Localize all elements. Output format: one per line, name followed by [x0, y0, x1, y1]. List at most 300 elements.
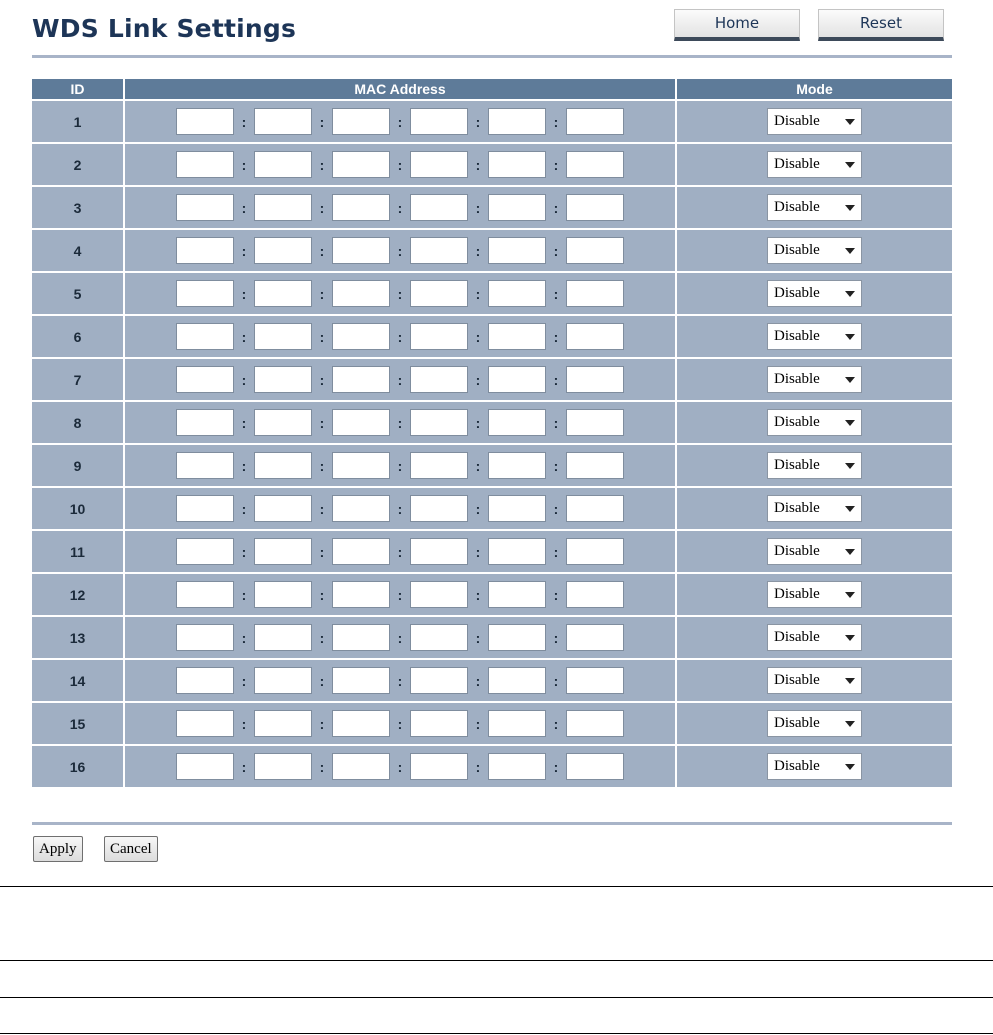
mac-separator: : — [241, 414, 247, 431]
chevron-down-icon — [845, 377, 855, 383]
mode-cell — [676, 315, 952, 358]
table-row — [32, 702, 952, 745]
table-row — [32, 272, 952, 315]
mac-octet-input-4[interactable] — [410, 194, 468, 221]
mode-cell — [676, 229, 952, 272]
mac-separator: : — [397, 414, 403, 431]
mac-octet-input-5[interactable] — [488, 366, 546, 393]
mode-cell — [676, 487, 952, 530]
mac-separator: : — [241, 629, 247, 646]
mac-octet-input-1[interactable] — [176, 409, 234, 436]
mac-octet-input-1[interactable] — [176, 495, 234, 522]
mac-octet-input-5[interactable] — [488, 237, 546, 264]
mac-octet-input-1[interactable] — [176, 710, 234, 737]
mode-select-value: Disable — [774, 242, 820, 258]
mode-select[interactable] — [767, 151, 862, 178]
mac-separator: : — [475, 629, 481, 646]
mode-cell — [676, 573, 952, 616]
mac-octet-input-5[interactable] — [488, 538, 546, 565]
mac-address-fields — [125, 538, 675, 565]
mac-separator: : — [553, 758, 559, 775]
mac-octet-input-4[interactable] — [410, 495, 468, 522]
home-button[interactable]: Home — [674, 9, 800, 41]
mac-address-cell — [124, 272, 676, 315]
mac-octet-input-3[interactable] — [332, 452, 390, 479]
mac-octet-input-5[interactable] — [488, 151, 546, 178]
page-title: WDS Link Settings — [32, 14, 297, 43]
mac-separator: : — [475, 371, 481, 388]
mac-separator: : — [319, 586, 325, 603]
header-divider — [32, 55, 952, 58]
mode-cell — [676, 659, 952, 702]
mac-octet-input-2[interactable] — [254, 194, 312, 221]
mode-select-value: Disable — [774, 328, 820, 344]
table-row — [32, 616, 952, 659]
mac-octet-input-6[interactable] — [566, 710, 624, 737]
mac-octet-input-3[interactable] — [332, 624, 390, 651]
mac-separator: : — [397, 586, 403, 603]
mac-separator: : — [553, 715, 559, 732]
mac-octet-input-3[interactable] — [332, 667, 390, 694]
mac-separator: : — [319, 457, 325, 474]
mode-select[interactable] — [767, 624, 862, 651]
mac-octet-input-3[interactable] — [332, 108, 390, 135]
mac-separator: : — [475, 586, 481, 603]
mode-select-value: Disable — [774, 629, 820, 645]
chevron-down-icon — [845, 291, 855, 297]
mac-separator: : — [475, 457, 481, 474]
mac-separator: : — [397, 758, 403, 775]
table-row — [32, 530, 952, 573]
wds-link-table — [32, 79, 952, 789]
separator-line — [0, 1033, 993, 1034]
mac-separator: : — [475, 758, 481, 775]
mac-octet-input-4[interactable] — [410, 624, 468, 651]
mac-separator: : — [241, 199, 247, 216]
reset-button[interactable]: Reset — [818, 9, 944, 41]
mac-octet-input-4[interactable] — [410, 581, 468, 608]
mac-separator: : — [475, 414, 481, 431]
mac-separator: : — [319, 672, 325, 689]
mac-octet-input-1[interactable] — [176, 538, 234, 565]
mode-cell — [676, 444, 952, 487]
mac-address-cell — [124, 358, 676, 401]
row-id: 15 — [32, 702, 124, 745]
row-id: 12 — [32, 573, 124, 616]
mac-octet-input-4[interactable] — [410, 452, 468, 479]
column-header-mac-address: MAC Address — [124, 79, 676, 100]
separator-line — [0, 960, 993, 961]
mode-cell — [676, 143, 952, 186]
mode-select[interactable] — [767, 237, 862, 264]
mac-separator: : — [553, 242, 559, 259]
mac-separator: : — [397, 500, 403, 517]
mac-octet-input-1[interactable] — [176, 108, 234, 135]
mac-separator: : — [319, 328, 325, 345]
row-id: 11 — [32, 530, 124, 573]
mac-octet-input-6[interactable] — [566, 366, 624, 393]
mac-octet-input-3[interactable] — [332, 280, 390, 307]
mac-octet-input-2[interactable] — [254, 538, 312, 565]
mac-separator: : — [553, 328, 559, 345]
table-row — [32, 143, 952, 186]
chevron-down-icon — [845, 721, 855, 727]
mac-separator: : — [475, 500, 481, 517]
mac-octet-input-3[interactable] — [332, 581, 390, 608]
mac-separator: : — [241, 242, 247, 259]
mac-address-cell — [124, 143, 676, 186]
mac-octet-input-4[interactable] — [410, 753, 468, 780]
mac-separator: : — [241, 457, 247, 474]
mode-select-value: Disable — [774, 457, 820, 473]
chevron-down-icon — [845, 635, 855, 641]
mac-octet-input-5[interactable] — [488, 581, 546, 608]
mac-octet-input-6[interactable] — [566, 194, 624, 221]
table-row — [32, 100, 952, 143]
mac-separator: : — [319, 715, 325, 732]
mode-cell — [676, 186, 952, 229]
mac-octet-input-2[interactable] — [254, 280, 312, 307]
mode-select-value: Disable — [774, 500, 820, 516]
mac-address-cell — [124, 100, 676, 143]
mac-octet-input-6[interactable] — [566, 581, 624, 608]
mac-separator: : — [553, 414, 559, 431]
mode-select-value: Disable — [774, 672, 820, 688]
mac-address-cell — [124, 487, 676, 530]
mac-address-cell — [124, 186, 676, 229]
table-row — [32, 487, 952, 530]
mac-octet-input-1[interactable] — [176, 151, 234, 178]
mac-octet-input-2[interactable] — [254, 495, 312, 522]
mac-separator: : — [397, 156, 403, 173]
mac-separator: : — [475, 113, 481, 130]
mac-address-cell — [124, 616, 676, 659]
mac-octet-input-1[interactable] — [176, 624, 234, 651]
mode-select-value: Disable — [774, 285, 820, 301]
mode-select[interactable] — [767, 495, 862, 522]
mac-address-fields — [125, 581, 675, 608]
table-row — [32, 659, 952, 702]
mac-octet-input-6[interactable] — [566, 667, 624, 694]
mac-octet-input-2[interactable] — [254, 452, 312, 479]
mac-separator: : — [553, 371, 559, 388]
mac-separator: : — [241, 672, 247, 689]
mac-separator: : — [319, 242, 325, 259]
mac-separator: : — [241, 371, 247, 388]
mac-octet-input-4[interactable] — [410, 108, 468, 135]
mac-separator: : — [475, 672, 481, 689]
mac-octet-input-3[interactable] — [332, 753, 390, 780]
footer-divider — [32, 822, 952, 825]
mode-select-value: Disable — [774, 543, 820, 559]
row-id: 5 — [32, 272, 124, 315]
mac-octet-input-1[interactable] — [176, 237, 234, 264]
mac-separator: : — [319, 500, 325, 517]
mac-separator: : — [397, 328, 403, 345]
mac-address-fields — [125, 280, 675, 307]
mac-octet-input-2[interactable] — [254, 710, 312, 737]
mode-select[interactable] — [767, 581, 862, 608]
mac-address-fields — [125, 624, 675, 651]
chevron-down-icon — [845, 420, 855, 426]
mac-octet-input-3[interactable] — [332, 366, 390, 393]
mac-octet-input-3[interactable] — [332, 495, 390, 522]
row-id: 4 — [32, 229, 124, 272]
chevron-down-icon — [845, 119, 855, 125]
mode-select[interactable] — [767, 108, 862, 135]
mode-select[interactable] — [767, 194, 862, 221]
mac-address-cell — [124, 702, 676, 745]
mac-separator: : — [553, 113, 559, 130]
mac-octet-input-5[interactable] — [488, 624, 546, 651]
mac-separator: : — [319, 285, 325, 302]
mac-separator: : — [241, 758, 247, 775]
table-row — [32, 401, 952, 444]
mode-select-value: Disable — [774, 371, 820, 387]
mac-octet-input-3[interactable] — [332, 710, 390, 737]
row-id: 8 — [32, 401, 124, 444]
mac-separator: : — [475, 328, 481, 345]
mac-address-fields — [125, 237, 675, 264]
mode-select[interactable] — [767, 753, 862, 780]
mac-address-fields — [125, 753, 675, 780]
mac-separator: : — [553, 457, 559, 474]
mac-separator: : — [319, 371, 325, 388]
mac-octet-input-4[interactable] — [410, 366, 468, 393]
mac-address-cell — [124, 745, 676, 788]
mode-select-value: Disable — [774, 113, 820, 129]
mac-octet-input-5[interactable] — [488, 667, 546, 694]
chevron-down-icon — [845, 592, 855, 598]
mac-separator: : — [241, 328, 247, 345]
mac-octet-input-1[interactable] — [176, 194, 234, 221]
mac-octet-input-2[interactable] — [254, 409, 312, 436]
mac-octet-input-6[interactable] — [566, 452, 624, 479]
table-row — [32, 573, 952, 616]
mac-octet-input-5[interactable] — [488, 452, 546, 479]
mac-separator: : — [475, 715, 481, 732]
mac-separator: : — [241, 113, 247, 130]
mac-address-cell — [124, 315, 676, 358]
row-id: 2 — [32, 143, 124, 186]
mac-octet-input-2[interactable] — [254, 237, 312, 264]
mac-octet-input-6[interactable] — [566, 409, 624, 436]
row-id: 7 — [32, 358, 124, 401]
mac-separator: : — [397, 672, 403, 689]
mode-cell — [676, 616, 952, 659]
mac-octet-input-3[interactable] — [332, 151, 390, 178]
mode-cell — [676, 745, 952, 788]
mac-octet-input-4[interactable] — [410, 667, 468, 694]
mac-octet-input-6[interactable] — [566, 280, 624, 307]
mac-octet-input-5[interactable] — [488, 710, 546, 737]
mode-select[interactable] — [767, 366, 862, 393]
row-id: 1 — [32, 100, 124, 143]
mac-octet-input-1[interactable] — [176, 280, 234, 307]
mac-separator: : — [475, 285, 481, 302]
mac-octet-input-5[interactable] — [488, 409, 546, 436]
table-row — [32, 229, 952, 272]
table-header-row — [32, 79, 952, 100]
mac-separator: : — [319, 758, 325, 775]
mode-cell — [676, 401, 952, 444]
mac-octet-input-5[interactable] — [488, 323, 546, 350]
chevron-down-icon — [845, 506, 855, 512]
mac-octet-input-1[interactable] — [176, 366, 234, 393]
mac-separator: : — [397, 199, 403, 216]
mac-address-cell — [124, 530, 676, 573]
mac-separator: : — [241, 586, 247, 603]
mac-octet-input-2[interactable] — [254, 108, 312, 135]
mac-octet-input-5[interactable] — [488, 753, 546, 780]
mac-address-fields — [125, 667, 675, 694]
row-id: 16 — [32, 745, 124, 788]
mac-separator: : — [319, 113, 325, 130]
mac-octet-input-6[interactable] — [566, 108, 624, 135]
mode-cell — [676, 530, 952, 573]
mode-select[interactable] — [767, 323, 862, 350]
mac-octet-input-6[interactable] — [566, 753, 624, 780]
mac-octet-input-5[interactable] — [488, 194, 546, 221]
mac-separator: : — [397, 715, 403, 732]
mac-separator: : — [241, 715, 247, 732]
mode-select-value: Disable — [774, 414, 820, 430]
mac-octet-input-6[interactable] — [566, 624, 624, 651]
mac-octet-input-3[interactable] — [332, 194, 390, 221]
mac-octet-input-3[interactable] — [332, 409, 390, 436]
mode-select[interactable] — [767, 280, 862, 307]
cancel-button[interactable]: Cancel — [104, 836, 158, 862]
mac-separator: : — [553, 543, 559, 560]
mac-octet-input-5[interactable] — [488, 108, 546, 135]
mac-octet-input-6[interactable] — [566, 538, 624, 565]
mac-separator: : — [319, 629, 325, 646]
mode-select[interactable] — [767, 452, 862, 479]
mac-octet-input-6[interactable] — [566, 151, 624, 178]
column-header-mode: Mode — [676, 79, 952, 100]
mac-separator: : — [553, 156, 559, 173]
table-row — [32, 186, 952, 229]
mac-address-fields — [125, 108, 675, 135]
mac-octet-input-6[interactable] — [566, 323, 624, 350]
mac-separator: : — [553, 500, 559, 517]
mac-separator: : — [553, 629, 559, 646]
mac-octet-input-1[interactable] — [176, 452, 234, 479]
mac-octet-input-1[interactable] — [176, 323, 234, 350]
mac-octet-input-4[interactable] — [410, 151, 468, 178]
mac-octet-input-1[interactable] — [176, 667, 234, 694]
mac-octet-input-2[interactable] — [254, 753, 312, 780]
mac-octet-input-3[interactable] — [332, 538, 390, 565]
mac-octet-input-4[interactable] — [410, 237, 468, 264]
mode-select-value: Disable — [774, 156, 820, 172]
mode-select[interactable] — [767, 667, 862, 694]
mac-address-fields — [125, 323, 675, 350]
mac-octet-input-4[interactable] — [410, 409, 468, 436]
mac-octet-input-2[interactable] — [254, 366, 312, 393]
mac-separator: : — [397, 242, 403, 259]
mode-cell — [676, 702, 952, 745]
mac-address-fields — [125, 194, 675, 221]
mac-separator: : — [397, 371, 403, 388]
column-header-id: ID — [32, 79, 124, 100]
mac-separator: : — [475, 199, 481, 216]
mac-octet-input-5[interactable] — [488, 280, 546, 307]
mode-select[interactable] — [767, 710, 862, 737]
mac-octet-input-2[interactable] — [254, 667, 312, 694]
mode-select-value: Disable — [774, 758, 820, 774]
chevron-down-icon — [845, 678, 855, 684]
mac-separator: : — [553, 285, 559, 302]
mac-address-cell — [124, 573, 676, 616]
mac-separator: : — [397, 543, 403, 560]
apply-button[interactable]: Apply — [33, 836, 83, 862]
mac-separator: : — [397, 629, 403, 646]
mode-select-value: Disable — [774, 715, 820, 731]
table-row — [32, 315, 952, 358]
mac-address-fields — [125, 151, 675, 178]
mac-separator: : — [475, 156, 481, 173]
mac-separator: : — [397, 285, 403, 302]
mac-address-cell — [124, 229, 676, 272]
mac-separator: : — [553, 199, 559, 216]
chevron-down-icon — [845, 162, 855, 168]
mode-select-value: Disable — [774, 199, 820, 215]
mac-octet-input-4[interactable] — [410, 280, 468, 307]
mac-separator: : — [319, 414, 325, 431]
mac-separator: : — [319, 199, 325, 216]
mac-separator: : — [319, 156, 325, 173]
mac-octet-input-2[interactable] — [254, 581, 312, 608]
row-id: 9 — [32, 444, 124, 487]
mac-separator: : — [241, 543, 247, 560]
mode-select[interactable] — [767, 409, 862, 436]
mac-octet-input-4[interactable] — [410, 710, 468, 737]
mac-octet-input-2[interactable] — [254, 151, 312, 178]
mac-separator: : — [241, 156, 247, 173]
mode-cell — [676, 358, 952, 401]
mac-octet-input-5[interactable] — [488, 495, 546, 522]
mac-octet-input-6[interactable] — [566, 237, 624, 264]
mac-octet-input-4[interactable] — [410, 323, 468, 350]
mode-cell — [676, 272, 952, 315]
row-id: 13 — [32, 616, 124, 659]
mac-address-cell — [124, 401, 676, 444]
mac-address-fields — [125, 409, 675, 436]
mac-separator: : — [397, 457, 403, 474]
mac-octet-input-1[interactable] — [176, 753, 234, 780]
mac-address-fields — [125, 366, 675, 393]
mac-separator: : — [475, 543, 481, 560]
table-row — [32, 444, 952, 487]
mac-separator: : — [475, 242, 481, 259]
mac-octet-input-1[interactable] — [176, 581, 234, 608]
mac-octet-input-3[interactable] — [332, 323, 390, 350]
mac-address-fields — [125, 452, 675, 479]
mac-octet-input-2[interactable] — [254, 323, 312, 350]
mac-address-fields — [125, 710, 675, 737]
mac-address-cell — [124, 659, 676, 702]
mode-cell — [676, 100, 952, 143]
mac-octet-input-3[interactable] — [332, 237, 390, 264]
mac-separator: : — [553, 586, 559, 603]
mac-octet-input-4[interactable] — [410, 538, 468, 565]
mode-select-value: Disable — [774, 586, 820, 602]
mode-select[interactable] — [767, 538, 862, 565]
mac-octet-input-2[interactable] — [254, 624, 312, 651]
mac-octet-input-6[interactable] — [566, 495, 624, 522]
mac-separator: : — [553, 672, 559, 689]
